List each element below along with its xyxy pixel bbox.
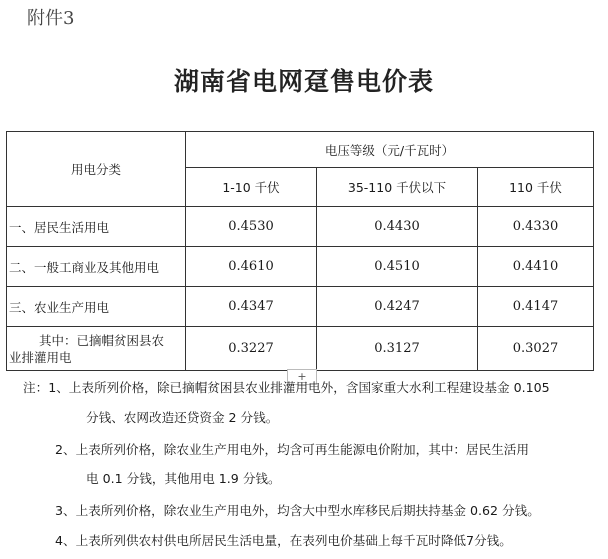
attachment-label: 附件3 xyxy=(27,8,75,29)
note-4: 4、上表所列供农村供电所居民生活电量，在表列电价基础上每千瓦时降低7分钱。 xyxy=(55,533,512,548)
note-2-line-1: 2、上表所列价格，除农业生产用电外，均含可再生能源电价附加，其中：居民生活用 xyxy=(55,442,529,457)
voltage-header: 电压等级（元/千瓦时） xyxy=(186,132,594,168)
price-cell: 0.3127 xyxy=(317,327,478,371)
price-cell: 0.3027 xyxy=(478,327,594,371)
price-cell: 0.4430 xyxy=(317,207,478,247)
table-row xyxy=(7,327,594,371)
price-cell: 0.4610 xyxy=(186,247,317,287)
price-cell: 0.4530 xyxy=(186,207,317,247)
row-label: 一、居民生活用电 xyxy=(7,207,186,247)
row-label-line1: 其中：已摘帽贫困县农 xyxy=(39,332,165,348)
note-1-line-2: 分钱、农网改造还贷资金 2 分钱。 xyxy=(86,410,279,425)
price-cell: 0.4347 xyxy=(186,287,317,327)
note-1-line-1: 注：1、上表所列价格，除已摘帽贫困县农业排灌用电外，含国家重大水利工程建设基金 0.105 xyxy=(23,380,550,395)
expand-button[interactable]: + xyxy=(287,369,317,385)
price-cell: 0.3227 xyxy=(186,327,317,371)
table-row xyxy=(7,207,594,247)
price-cell: 0.4247 xyxy=(317,287,478,327)
price-cell: 0.4147 xyxy=(478,287,594,327)
category-header: 用电分类 xyxy=(7,132,186,207)
note-2-line-2: 电 0.1 分钱，其他用电 1.9 分钱。 xyxy=(86,471,281,486)
row-label: 三、农业生产用电 xyxy=(7,287,186,327)
row-label xyxy=(7,327,186,371)
voltage-level-2: 35-110 千伏以下 xyxy=(317,168,478,207)
price-table xyxy=(6,131,594,371)
voltage-level-3: 110 千伏 xyxy=(478,168,594,207)
table-row xyxy=(7,287,594,327)
row-label-line2: 业排灌用电 xyxy=(9,349,72,365)
row-label: 二、一般工商业及其他用电 xyxy=(7,247,186,287)
price-cell: 0.4510 xyxy=(317,247,478,287)
price-cell: 0.4410 xyxy=(478,247,594,287)
note-3: 3、上表所列价格，除农业生产用电外，均含大中型水库移民后期扶持基金 0.62 分钱。 xyxy=(55,503,540,518)
voltage-level-1: 1-10 千伏 xyxy=(186,168,317,207)
table-row xyxy=(7,247,594,287)
page-title: 湖南省电网趸售电价表 xyxy=(173,67,434,96)
price-cell: 0.4330 xyxy=(478,207,594,247)
